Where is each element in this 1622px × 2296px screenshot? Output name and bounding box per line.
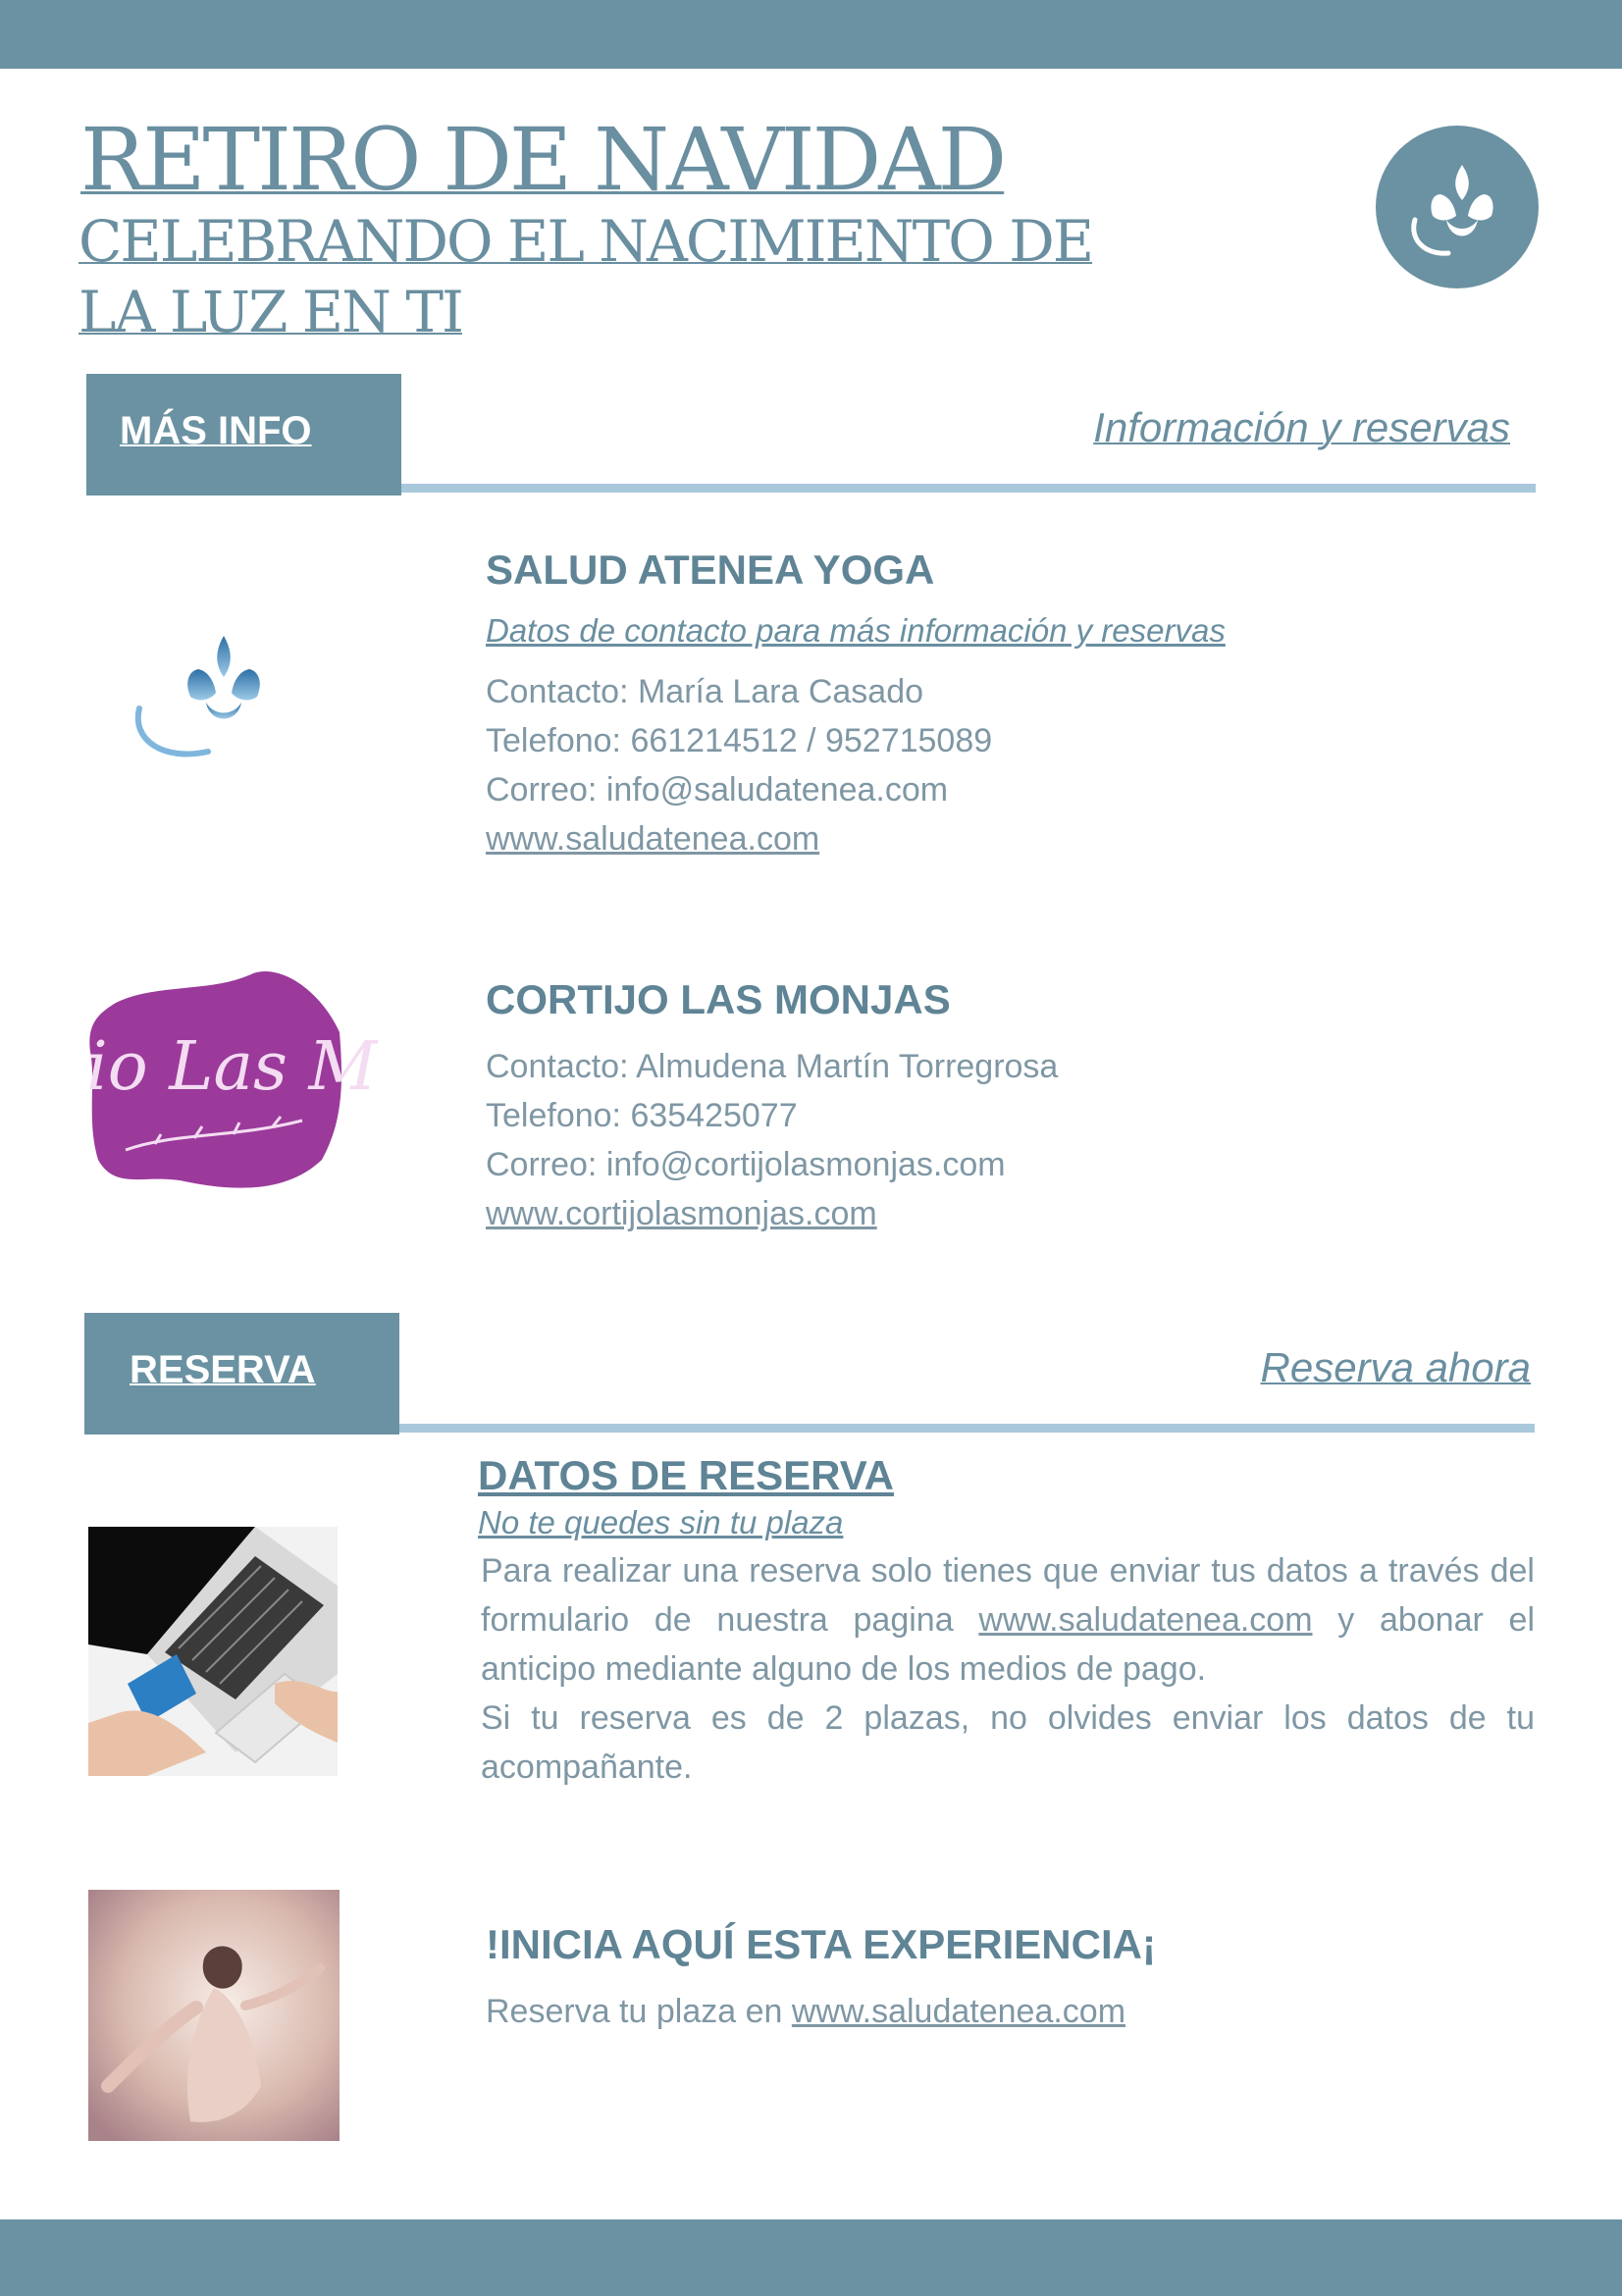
reserve-now-link[interactable]: Reserva ahora (1260, 1344, 1531, 1390)
booking-paragraph-2: Si tu reserva es de 2 plazas, no olvides enviar los datos de tu acompañante. (481, 1699, 1535, 1786)
info-link[interactable]: Información y reservas (1093, 404, 1510, 450)
contact-2-phone: Telefono: 635425077 (486, 1097, 798, 1134)
cortijo-logo (86, 964, 378, 1197)
contact-1-email: Correo: info@saludatenea.com (486, 771, 949, 809)
contact-1-person: Contacto: María Lara Casado (486, 673, 924, 710)
contact-1-phone: Telefono: 661214512 / 952715089 (486, 722, 993, 759)
bottom-band (0, 2219, 1622, 2296)
contact-1-name: SALUD ATENEA YOGA (486, 547, 935, 593)
section-tab-label: RESERVA (130, 1348, 316, 1391)
booking-title: DATOS DE RESERVA (478, 1452, 894, 1498)
cta-website-link[interactable]: www.saludatenea.com (791, 1993, 1126, 2030)
section-tab-label: MÁS INFO (120, 409, 312, 452)
contact-1-website-link[interactable]: www.saludatenea.com (486, 820, 820, 858)
section-tab-reserva (84, 1313, 399, 1435)
contact-1-subtitle: Datos de contacto para más información y reservas (486, 612, 1226, 649)
cta-title: !INICIA AQUÍ ESTA EXPERIENCIA¡ (486, 1921, 1156, 1967)
saludatenea-logo (118, 618, 285, 775)
cortijo-logo-text: io Las M (86, 1028, 378, 1106)
cta-text: Reserva tu plaza en www.saludatenea.com (486, 1993, 1126, 2030)
laptop-payment-image (88, 1527, 338, 1776)
contact-2-name: CORTIJO LAS MONJAS (486, 976, 951, 1022)
booking-paragraph-1: Para realizar una reserva solo tienes que enviar tus datos a través del formulario de nuestra pagina www.saludatenea.com y abonar el anticipo mediante alguno de los medios de pago. (481, 1552, 1536, 1688)
section-divider (401, 484, 1536, 493)
page-subtitle: CELEBRANDO EL NACIMIENTO DE LA LUZ EN TI (78, 208, 1093, 345)
page-title: RETIRO DE NAVIDAD (80, 109, 1005, 210)
booking-subtitle: No te quedes sin tu plaza (478, 1504, 844, 1540)
contact-2-website-link[interactable]: www.cortijolasmonjas.com (486, 1195, 877, 1232)
top-band (0, 0, 1622, 69)
booking-instructions (481, 1546, 1535, 1792)
section-divider (399, 1424, 1535, 1433)
booking-website-link[interactable]: www.saludatenea.com (978, 1601, 1313, 1639)
woman-image (88, 1890, 340, 2141)
contact-2-email: Correo: info@cortijolasmonjas.com (486, 1146, 1006, 1183)
contact-2-person: Contacto: Almudena Martín Torregrosa (486, 1048, 1059, 1085)
lotus-icon (118, 618, 285, 775)
lotus-logo-icon (1376, 126, 1539, 288)
section-tab-mas-info (86, 374, 401, 496)
